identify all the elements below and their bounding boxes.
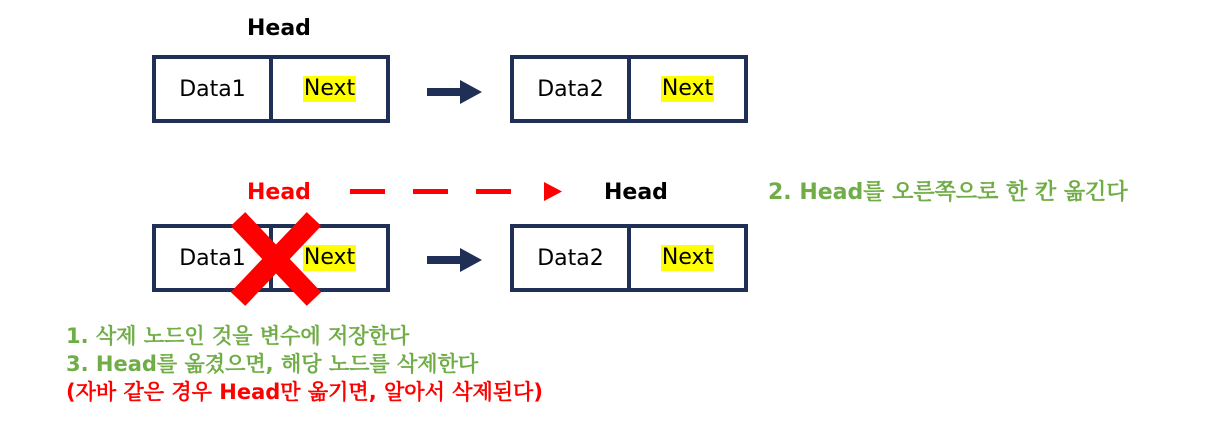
new-head-label: Head bbox=[604, 180, 668, 205]
data-text: Data2 bbox=[537, 245, 604, 271]
data-text: Data1 bbox=[179, 245, 246, 271]
next-text: Next bbox=[661, 245, 714, 270]
data-text: Data1 bbox=[179, 76, 246, 102]
step2-note: 2. Head를 오른쪽으로 한 칸 옮긴다 bbox=[768, 180, 1128, 205]
java-note: (자바 같은 경우 Head만 옮기면, 알아서 삭제된다) bbox=[66, 380, 543, 404]
arrow-right-icon bbox=[427, 80, 482, 104]
next-text: Next bbox=[303, 245, 356, 270]
next-text: Next bbox=[303, 76, 356, 101]
next-text: Next bbox=[661, 76, 714, 101]
arrow-right-icon bbox=[427, 248, 482, 272]
head-label-top: Head bbox=[247, 16, 311, 41]
old-head-label: Head bbox=[247, 180, 311, 205]
step-note-3: 3. Head를 옮겼으면, 해당 노드를 삭제한다 bbox=[66, 352, 479, 376]
delete-x-icon bbox=[238, 219, 314, 299]
step-note-1: 1. 삭제 노드인 것을 변수에 저장한다 bbox=[66, 324, 410, 348]
dashed-arrow-icon bbox=[350, 182, 562, 201]
data-text: Data2 bbox=[537, 76, 604, 102]
